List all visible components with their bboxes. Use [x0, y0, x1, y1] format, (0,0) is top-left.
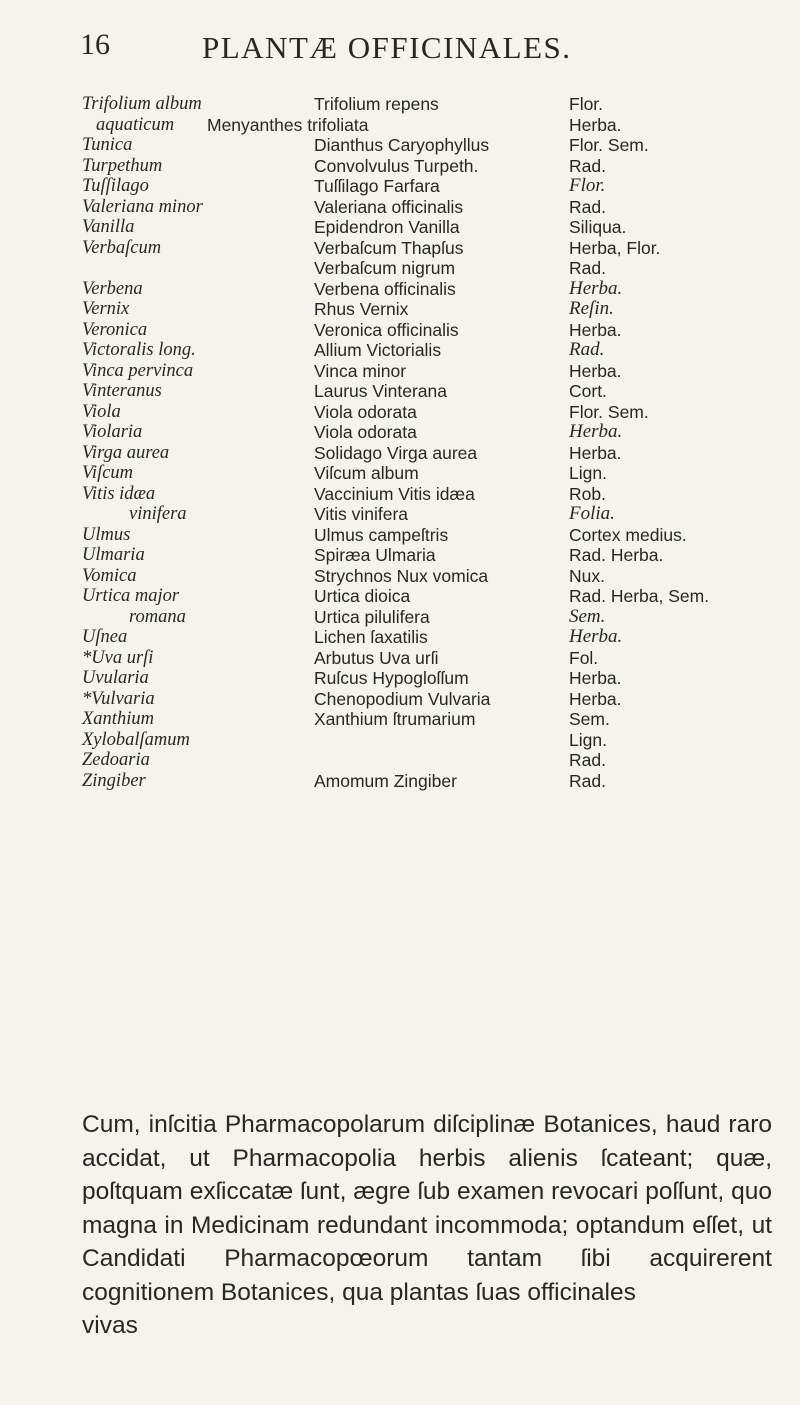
linnaean-name: Rhus Vernix	[314, 299, 409, 319]
table-row	[82, 135, 782, 156]
linnaean-name: Allium Victorialis	[314, 340, 442, 360]
table-row	[82, 484, 782, 505]
pharmacy-name: Xanthium	[82, 709, 154, 729]
linnaean-name: Xanthium ſtrumarium	[314, 709, 476, 729]
pharmacy-name: *Vulvaria	[82, 688, 155, 709]
pharmacy-name: Tuſſilago	[82, 176, 149, 196]
pharmacy-name: aquaticum	[96, 114, 175, 135]
table-row	[82, 115, 782, 136]
officinal-part: Siliqua.	[569, 217, 627, 237]
officinal-part: Lign.	[569, 463, 607, 483]
linnaean-name: Ulmus campeſtris	[314, 524, 449, 545]
pharmacy-name: Ulmus	[82, 524, 131, 545]
table-row	[82, 627, 782, 648]
pharmacy-name: romana	[129, 606, 186, 627]
pharmacy-name: Ulmaria	[82, 545, 145, 565]
officinal-part: Rad.	[569, 155, 606, 176]
linnaean-name: Lichen ſaxatilis	[314, 627, 428, 647]
table-row	[82, 156, 782, 177]
pharmacy-name: Victoralis long.	[82, 340, 196, 360]
officinal-part: Rad.	[569, 196, 606, 217]
table-row	[82, 176, 782, 197]
closing-paragraph	[82, 1108, 772, 1343]
linnaean-name: Convolvulus Turpeth.	[314, 155, 479, 176]
linnaean-name: Viola odorata	[314, 401, 417, 422]
paragraph-last-word: vivas	[82, 1312, 138, 1339]
linnaean-name: Verbaſcum nigrum	[314, 258, 456, 278]
officinal-part: Rad.	[569, 258, 606, 278]
linnaean-name: Epidendron Vanilla	[314, 217, 460, 237]
officinal-part: Herba.	[569, 360, 622, 381]
officinal-part: Rad.	[569, 339, 605, 360]
linnaean-name: Urtica pilulifera	[314, 606, 430, 627]
linnaean-name: Veronica officinalis	[314, 319, 459, 340]
linnaean-name: Tuſſilago Farfara	[314, 176, 440, 196]
linnaean-name: Arbutus Uva urſi	[314, 647, 439, 668]
pharmacy-name: Valeriana minor	[82, 196, 203, 217]
pharmacy-name: Xylobalſamum	[82, 729, 190, 750]
linnaean-name: Urtica dioica	[314, 586, 411, 606]
linnaean-name: Viola odorata	[314, 422, 417, 442]
linnaean-name: Vitis vinifera	[314, 504, 409, 524]
officinal-part: Rad.	[569, 770, 606, 791]
pharmacy-name: Zedoaria	[82, 750, 150, 770]
pharmacy-name: Veronica	[82, 319, 148, 340]
linnaean-name: Dianthus Caryophyllus	[314, 135, 490, 155]
pharmacy-name: Turpethum	[82, 155, 163, 176]
linnaean-name: Vinca minor	[314, 360, 407, 381]
officinal-part: Flor.	[569, 94, 604, 114]
table-row	[82, 402, 782, 423]
pharmacy-name: Vomica	[82, 565, 137, 586]
pharmacy-name: Uvularia	[82, 668, 149, 688]
pharmacy-name: Zingiber	[82, 770, 146, 791]
plant-table	[82, 94, 782, 791]
linnaean-name: Trifolium repens	[314, 94, 439, 114]
officinal-part: Herba, Flor.	[569, 237, 661, 258]
officinal-part: Reſin.	[569, 298, 614, 319]
pharmacy-name: Verbaſcum	[82, 237, 162, 258]
pharmacy-name: Vinteranus	[82, 381, 162, 401]
officinal-part: Flor. Sem.	[569, 135, 649, 155]
linnaean-name: Laurus Vinterana	[314, 381, 447, 401]
table-row	[82, 463, 782, 484]
officinal-part: Herba.	[569, 421, 623, 442]
linnaean-name: Ruſcus Hypogloſſum	[314, 668, 469, 688]
pharmacy-name: vinifera	[129, 504, 187, 524]
table-row	[82, 258, 782, 279]
table-row	[82, 750, 782, 771]
page-number: 16	[80, 28, 110, 61]
table-row	[82, 381, 782, 402]
linnaean-name: Strychnos Nux vomica	[314, 565, 489, 586]
pharmacy-name: Tunica	[82, 135, 133, 155]
officinal-part: Cort.	[569, 381, 607, 401]
table-row	[82, 771, 782, 792]
officinal-part: Sem.	[569, 709, 610, 729]
officinal-part: Herba.	[569, 668, 622, 688]
officinal-part: Herba.	[569, 277, 623, 299]
linnaean-name: Verbena officinalis	[314, 278, 456, 299]
table-row	[82, 443, 782, 464]
officinal-part: Cortex medius.	[569, 524, 687, 545]
linnaean-name: Verbaſcum Thapſus	[314, 237, 464, 258]
table-row	[82, 648, 782, 669]
officinal-part: Folia.	[569, 503, 615, 524]
table-row	[82, 504, 782, 525]
pharmacy-name: Viſcum	[82, 463, 134, 483]
linnaean-name: Amomum Zingiber	[314, 770, 457, 791]
paragraph-body: Cum, inſcitia Pharmacopolarum diſciplinæ Botanices, haud raro accidat, ut Pharmacopolia herbis alienis ſcateant; quæ, poſtquam exſiccatæ ſunt, ægre ſub examen revocari poſſunt, quo magna in Medicinam redundant incommoda; optandum eſſet, ut Candidati Pharmacopœorum tantam ſibi acquirerent cognitionem Botanices, qua plantas ſuas officinales	[82, 1111, 772, 1306]
pharmacy-name: Urtica major	[82, 586, 180, 606]
pharmacy-name: Uſnea	[82, 627, 128, 647]
pharmacy-name: Violaria	[82, 422, 143, 442]
table-row	[82, 217, 782, 238]
pharmacy-name: *Uva urſi	[82, 647, 154, 668]
officinal-part: Herba.	[569, 114, 622, 135]
officinal-part: Rad. Herba, Sem.	[569, 586, 710, 606]
officinal-part: Flor.	[569, 175, 606, 196]
officinal-part: Herba.	[569, 626, 623, 647]
officinal-part: Nux.	[569, 565, 605, 586]
linnaean-name: Viſcum album	[314, 463, 419, 483]
pharmacy-name: Verbena	[82, 278, 143, 299]
table-row	[82, 238, 782, 259]
officinal-part: Fol.	[569, 647, 599, 668]
table-row	[82, 320, 782, 341]
linnaean-name: Solidago Virga aurea	[314, 442, 478, 463]
table-row	[82, 545, 782, 566]
officinal-part: Sem.	[569, 605, 606, 627]
table-row	[82, 197, 782, 218]
table-row	[82, 422, 782, 443]
page-header	[80, 22, 720, 72]
pharmacy-name: Vernix	[82, 299, 130, 319]
table-row	[82, 299, 782, 320]
officinal-part: Herba.	[569, 688, 622, 709]
officinal-part: Flor. Sem.	[569, 401, 649, 422]
table-row	[82, 361, 782, 382]
officinal-part: Rad. Herba.	[569, 545, 664, 565]
table-row	[82, 709, 782, 730]
table-row	[82, 566, 782, 587]
table-row	[82, 279, 782, 300]
officinal-part: Herba.	[569, 319, 622, 340]
table-row	[82, 525, 782, 546]
pharmacy-name: Vanilla	[82, 217, 135, 237]
table-row	[82, 94, 782, 115]
linnaean-name: Valeriana officinalis	[314, 196, 464, 217]
pharmacy-name: Vitis idæa	[82, 483, 156, 504]
pharmacy-name: Virga aurea	[82, 442, 170, 463]
linnaean-name: Spiræa Ulmaria	[314, 545, 436, 565]
running-title: PLANTÆ OFFICINALES.	[202, 30, 572, 65]
table-row	[82, 730, 782, 751]
officinal-part: Herba.	[569, 442, 622, 463]
linnaean-name: Chenopodium Vulvaria	[314, 688, 491, 709]
table-row	[82, 689, 782, 710]
table-row	[82, 340, 782, 361]
linnaean-name: Vaccinium Vitis idæa	[314, 483, 475, 504]
pharmacy-name: Trifolium album	[82, 94, 202, 114]
table-row	[82, 607, 782, 628]
pharmacy-name: Viola	[82, 401, 121, 422]
officinal-part: Rob.	[569, 483, 606, 504]
table-row	[82, 586, 782, 607]
linnaean-name: Menyanthes trifoliata	[207, 114, 369, 135]
officinal-part: Rad.	[569, 750, 606, 770]
officinal-part: Lign.	[569, 729, 607, 750]
table-row	[82, 668, 782, 689]
pharmacy-name: Vinca pervinca	[82, 360, 194, 381]
